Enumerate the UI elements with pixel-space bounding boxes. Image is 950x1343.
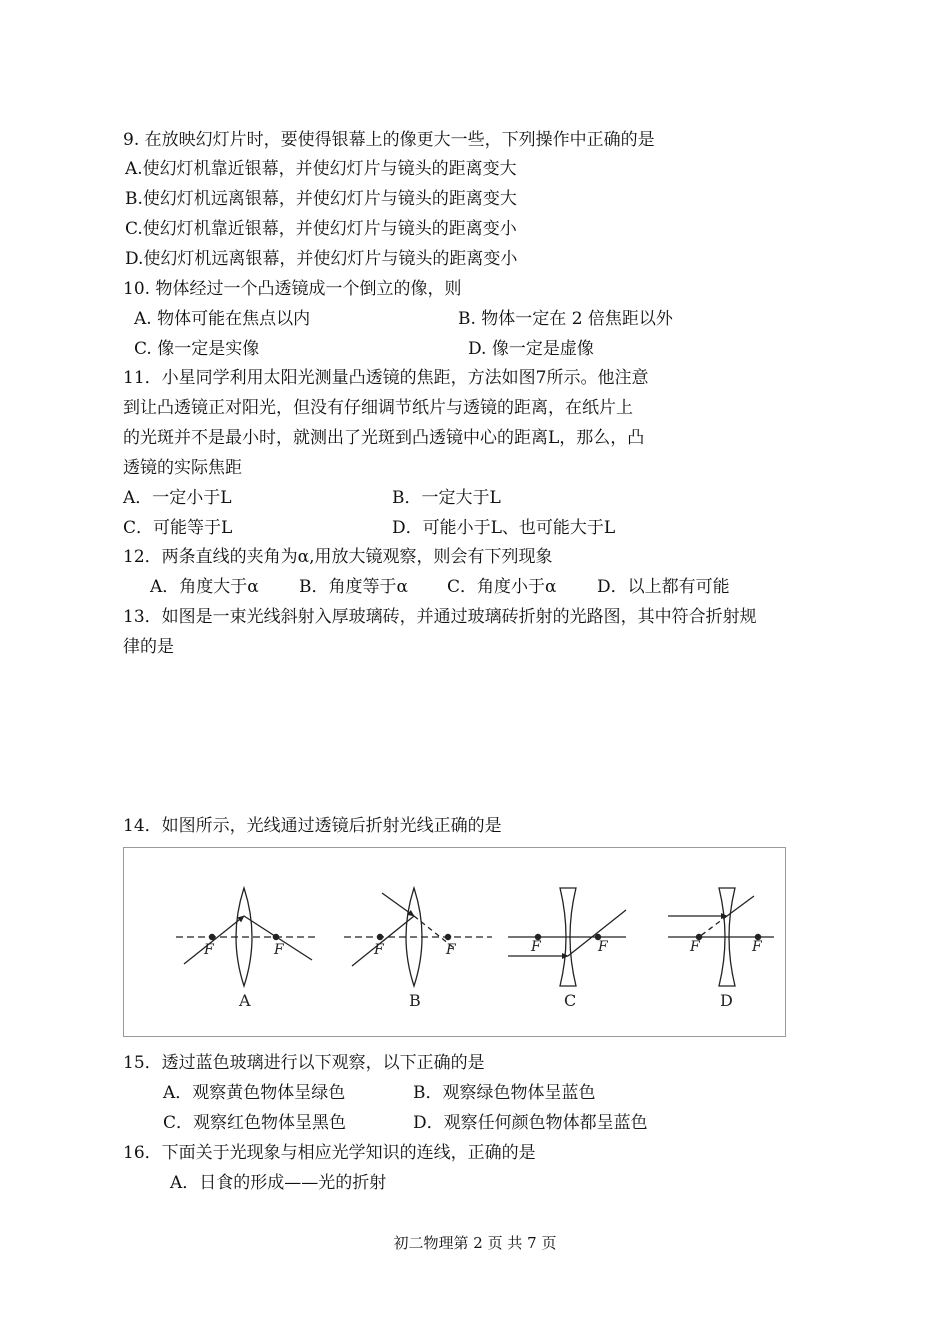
diagram-a-label: A	[239, 991, 251, 1010]
q15-option-b: B．观察绿色物体呈蓝色	[413, 1083, 596, 1103]
q9-option-c: C.使幻灯机靠近银幕，并使幻灯片与镜头的距离变小	[125, 219, 517, 239]
q11-option-c: C．可能等于L	[123, 518, 233, 538]
diagram-b-focus-label-right: F	[446, 942, 456, 958]
q10-option-d: D. 像一定是虚像	[468, 339, 594, 359]
q12-option-a: A．角度大于α	[150, 577, 259, 597]
lens-figure	[123, 847, 786, 1037]
diagram-a-focus-label-left: F	[204, 942, 214, 958]
q12-option-b: B．角度等于α	[299, 577, 408, 597]
q15-stem: 15．透过蓝色玻璃进行以下观察，以下正确的是	[123, 1053, 485, 1073]
q11-option-d: D．可能小于L、也可能大于L	[392, 518, 616, 538]
diagram-b-focus-right	[445, 934, 450, 939]
diagram-d	[668, 888, 774, 986]
diagram-c-focus-label-left: F	[531, 939, 541, 955]
q13-stem-line-1: 13．如图是一束光线斜射入厚玻璃砖，并通过玻璃砖折射的光路图，其中符合折射规	[123, 607, 757, 627]
q10-stem: 10. 物体经过一个凸透镜成一个倒立的像，则	[123, 279, 462, 299]
q15-option-a: A．观察黄色物体呈绿色	[163, 1083, 346, 1103]
diagram-b-label: B	[409, 991, 421, 1010]
q11-stem-line-3: 的光斑并不是最小时，就测出了光斑到凸透镜中心的距离L，那么，凸	[123, 428, 645, 448]
diagram-d-focus-label-left: F	[690, 939, 700, 955]
q15-option-c: C．观察红色物体呈黑色	[163, 1113, 347, 1133]
q10-option-a: A. 物体可能在焦点以内	[134, 309, 311, 329]
diagram-a	[176, 888, 316, 986]
q9-option-b: B.使幻灯机远离银幕，并使幻灯片与镜头的距离变大	[125, 189, 517, 209]
page-footer: 初二物理第 2 页 共 7 页	[393, 1234, 557, 1252]
diagram-c	[508, 888, 626, 986]
diagram-d-focus-label-right: F	[752, 939, 762, 955]
q16-stem: 16．下面关于光现象与相应光学知识的连线，正确的是	[123, 1143, 536, 1163]
q11-stem-line-2: 到让凸透镜正对阳光，但没有仔细调节纸片与透镜的距离，在纸片上	[123, 398, 633, 418]
diagram-b-focus-label-left: F	[374, 942, 384, 958]
q12-option-c: C．角度小于α	[447, 577, 557, 597]
diagram-d-extension-line	[699, 916, 727, 937]
q16-option-a: A．日食的形成——光的折射	[170, 1173, 387, 1193]
q11-option-a: A．一定小于L	[123, 488, 232, 508]
q13-stem-line-2: 律的是	[123, 637, 174, 657]
diagram-b-refracted-ray	[352, 916, 414, 966]
lens-diagrams-svg	[124, 848, 785, 1036]
q9-option-a: A.使幻灯机靠近银幕，并使幻灯片与镜头的距离变大	[125, 159, 517, 179]
diagram-a-focus-right	[273, 934, 278, 939]
q15-option-d: D．观察任何颜色物体都呈蓝色	[413, 1113, 648, 1133]
diagram-a-incident-ray	[184, 916, 244, 964]
q11-stem-line-1: 11．小星同学利用太阳光测量凸透镜的焦距，方法如图7所示。他注意	[123, 368, 649, 388]
q12-stem: 12．两条直线的夹角为α,用放大镜观察，则会有下列现象	[123, 547, 553, 567]
diagram-a-focus-left	[209, 934, 214, 939]
q10-option-c: C. 像一定是实像	[134, 339, 260, 359]
q12-option-d: D．以上都有可能	[597, 577, 730, 597]
diagram-d-label: D	[720, 991, 733, 1010]
q10-option-b: B. 物体一定在 2 倍焦距以外	[458, 309, 673, 329]
diagram-b-focus-left	[377, 934, 382, 939]
diagram-c-label: C	[564, 991, 577, 1010]
diagram-b	[344, 888, 492, 986]
q9-option-d: D.使幻灯机远离银幕，并使幻灯片与镜头的距离变小	[125, 249, 518, 269]
q11-stem-line-4: 透镜的实际焦距	[123, 458, 242, 478]
q14-stem: 14．如图所示，光线通过透镜后折射光线正确的是	[123, 816, 502, 836]
q11-option-b: B．一定大于L	[392, 488, 501, 508]
diagram-a-focus-label-right: F	[274, 942, 284, 958]
diagram-c-focus-label-right: F	[598, 939, 608, 955]
q9-stem: 9. 在放映幻灯片时，要使得银幕上的像更大一些，下列操作中正确的是	[123, 130, 655, 150]
diagram-c-refracted-ray	[568, 910, 626, 956]
